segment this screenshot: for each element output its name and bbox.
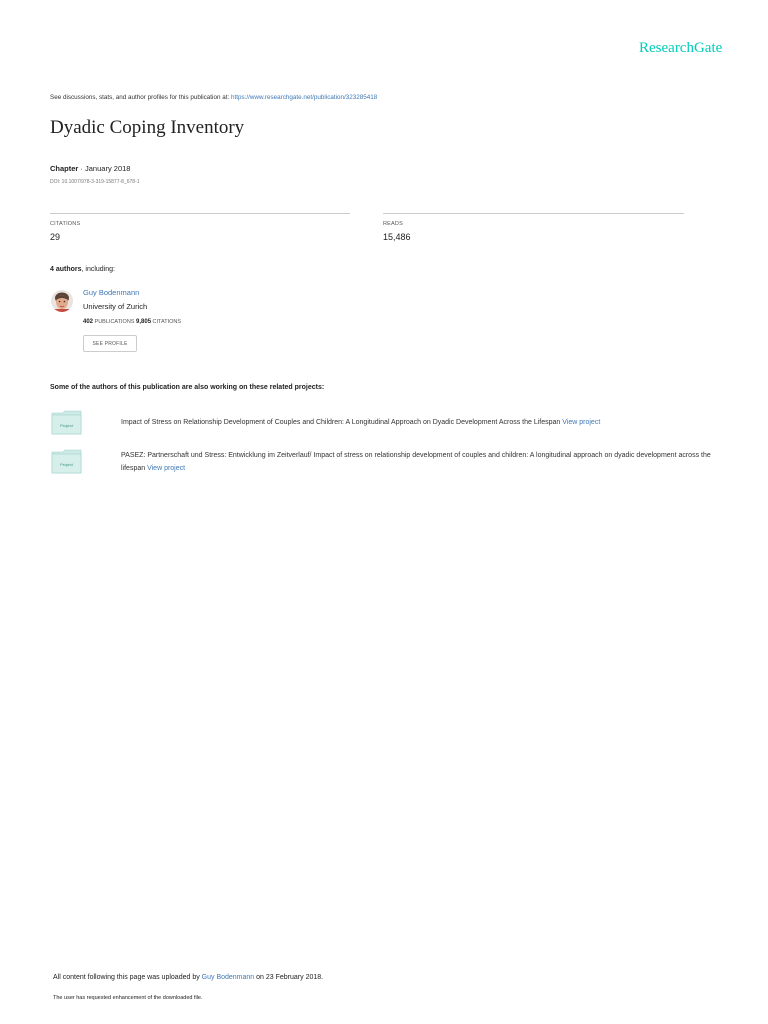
project-folder-icon[interactable]	[51, 449, 82, 474]
upload-suffix: on 23 February 2018.	[254, 974, 324, 981]
citations-label: CITATIONS	[50, 221, 81, 227]
researchgate-logo[interactable]: ResearchGate	[639, 40, 723, 56]
projects-heading: Some of the authors of this publication are also working on these related projects:	[50, 384, 325, 391]
publication-url-link[interactable]: https://www.researchgate.net/publication/323285418	[230, 94, 378, 101]
project-title: Impact of Stress on Relationship Development of Couples and Children: A Longitudinal Approach on Dyadic Development Across the Lifespan	[121, 419, 563, 426]
upload-notice	[53, 974, 323, 981]
project-item	[121, 416, 711, 429]
author-stats	[83, 319, 181, 325]
view-project-link[interactable]: View project	[147, 465, 186, 472]
avatar[interactable]	[51, 290, 73, 312]
publication-meta	[50, 164, 130, 173]
publication-date: January 2018	[85, 164, 131, 173]
citations-value: 29	[50, 232, 61, 242]
authors-count-suffix: , including:	[81, 266, 115, 273]
citations-divider	[50, 213, 350, 214]
view-project-link[interactable]: View project	[562, 419, 601, 426]
project-item	[121, 449, 711, 475]
project-title: PASEZ: Partnerschaft und Stress: Entwicklung im Zeitverlauf/ Impact of stress on relationship development of couples and children: A longitudinal approach on dyadic development across the lifespan	[121, 452, 711, 472]
author-citations-count: 9,805	[136, 319, 152, 325]
enhancement-note: The user has requested enhancement of the downloaded file.	[53, 995, 203, 1001]
folder-icon	[51, 410, 82, 435]
reads-divider	[383, 213, 684, 214]
doi: DOI: 10.1007/978-3-319-15877-8_678-1	[50, 179, 140, 185]
discussion-line	[50, 94, 377, 101]
project-icon-label: Project	[60, 462, 73, 467]
author-citations-label: CITATIONS	[151, 319, 182, 325]
authors-count-number: 4 authors	[50, 266, 82, 273]
page-title: Dyadic Coping Inventory	[50, 117, 245, 138]
project-icon-label: Project	[60, 423, 73, 428]
publication-type: Chapter	[50, 164, 79, 173]
reads-label: READS	[383, 221, 403, 227]
authors-count	[50, 266, 115, 273]
author-name-link[interactable]: Guy Bodenmann	[83, 288, 140, 297]
meta-separator: ·	[78, 164, 86, 173]
project-folder-icon[interactable]	[51, 410, 82, 435]
uploader-link[interactable]: Guy Bodenmann	[201, 974, 255, 981]
see-profile-button[interactable]: SEE PROFILE	[83, 335, 137, 352]
folder-icon	[51, 449, 82, 474]
author-publications-label: PUBLICATIONS	[93, 319, 137, 325]
reads-value: 15,486	[383, 232, 411, 242]
upload-prefix: All content following this page was uploaded by	[53, 974, 202, 981]
avatar-photo-icon	[51, 290, 73, 312]
author-institution: University of Zurich	[83, 302, 148, 311]
author-publications-count: 402	[83, 319, 94, 325]
discussion-prefix: See discussions, stats, and author profiles for this publication at:	[50, 94, 231, 101]
